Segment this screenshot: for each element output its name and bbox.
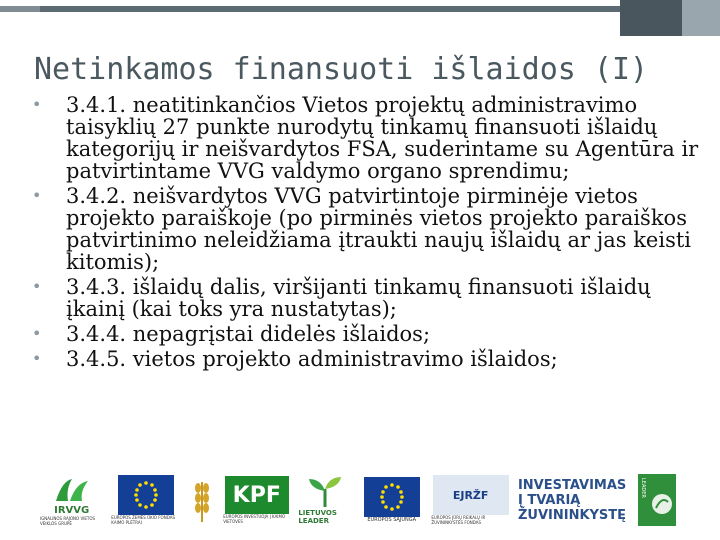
- bullet-icon: •: [32, 324, 42, 343]
- bullet-item: [12, 276, 702, 320]
- bullet-list: [12, 94, 702, 370]
- eu-agri-fund-logo: [111, 473, 180, 527]
- irvvg-name: IRVVG: [54, 504, 90, 516]
- ejrzf-caption: EUROPOS JŪRŲ REIKALŲ IR ŽUVININKYSTĖS FONDAS: [431, 515, 486, 525]
- logo-strip: [40, 465, 680, 535]
- invest-line2: Į TVARIĄ: [517, 492, 581, 508]
- leader-logo: [634, 473, 680, 527]
- eu-flag-icon: [118, 475, 174, 515]
- irvvg-logo: [40, 473, 103, 527]
- slide-body: [12, 94, 702, 373]
- kpf-name: KPF: [225, 476, 289, 514]
- bullet-item: [12, 185, 702, 273]
- invest-line1: INVESTAVIMAS: [517, 477, 627, 493]
- leader-name: LEADER: [639, 478, 646, 498]
- sprout-icon: [305, 475, 345, 509]
- bullet-icon: •: [32, 349, 42, 368]
- bullet-item: [12, 94, 702, 182]
- kpf-logo: [223, 473, 290, 527]
- lietuvos-leader-name: LIETUVOS LEADER: [298, 509, 337, 525]
- invest-line3: ŽUVININKYSTĘ: [517, 507, 627, 523]
- irvvg-caption: IGNALINOS RAJONO VIETOS VEIKLOS GRUPĖ: [40, 515, 96, 526]
- eu-logo: [360, 473, 423, 527]
- slide-title: Netinkamos finansuoti išlaidos (I): [34, 52, 649, 87]
- bullet-text: 3.4.2. neišvardytos VVG patvirtintoje pirminėje vietos projekto paraiškoje (po pirminės vietos projekto paraiškos patvirtinimo neleidžiama įtraukti naujų išlaidų ar jas keisti kitomis);: [66, 184, 691, 274]
- bullet-item: [12, 323, 702, 345]
- bar-segment: [40, 6, 620, 12]
- bullet-icon: •: [32, 95, 42, 114]
- top-decoration-bar: [0, 0, 720, 40]
- ejrzf-logo: [431, 473, 510, 527]
- bullet-text: 3.4.1. neatitinkančios Vietos projektų administravimo taisyklių 27 punkte nurodytų tinkamų finansuoti išlaidų kategorijų ir neišvardytos FSA, suderintame su Agentūra ir patvirtintame VVG valdymo organo sprendimu;: [66, 93, 699, 183]
- eu-caption: EUROPOS SĄJUNGA: [367, 517, 417, 523]
- bar-segment: [0, 6, 40, 12]
- ejrzf-name: EJRŽF: [452, 488, 489, 502]
- wheat-icon: [188, 473, 215, 527]
- irvvg-icon: [52, 475, 92, 505]
- bullet-text: 3.4.3. išlaidų dalis, viršijanti tinkamų finansuoti išlaidų įkainį (kai toks yra nustatytas);: [66, 275, 651, 321]
- bullet-text: 3.4.4. nepagrįstai didelės išlaidos;: [66, 322, 431, 346]
- kpf-caption: EUROPOS INVESTUOJA Į KAIMO VIETOVES: [223, 514, 286, 524]
- bullet-icon: •: [32, 277, 42, 296]
- eu-flag-icon: [364, 477, 420, 517]
- bullet-icon: •: [32, 186, 42, 205]
- lietuvos-leader-logo: [298, 473, 352, 527]
- bullet-text: 3.4.5. vietos projekto administravimo išlaidos;: [66, 347, 558, 371]
- bar-block: [620, 0, 682, 36]
- eu-agri-caption: EUROPOS ŽEMĖS ŪKIO FONDAS KAIMO PLĖTRAI: [111, 515, 175, 525]
- bullet-item: [12, 348, 702, 370]
- investavimas-logo: [518, 473, 626, 527]
- bar-block: [682, 0, 720, 36]
